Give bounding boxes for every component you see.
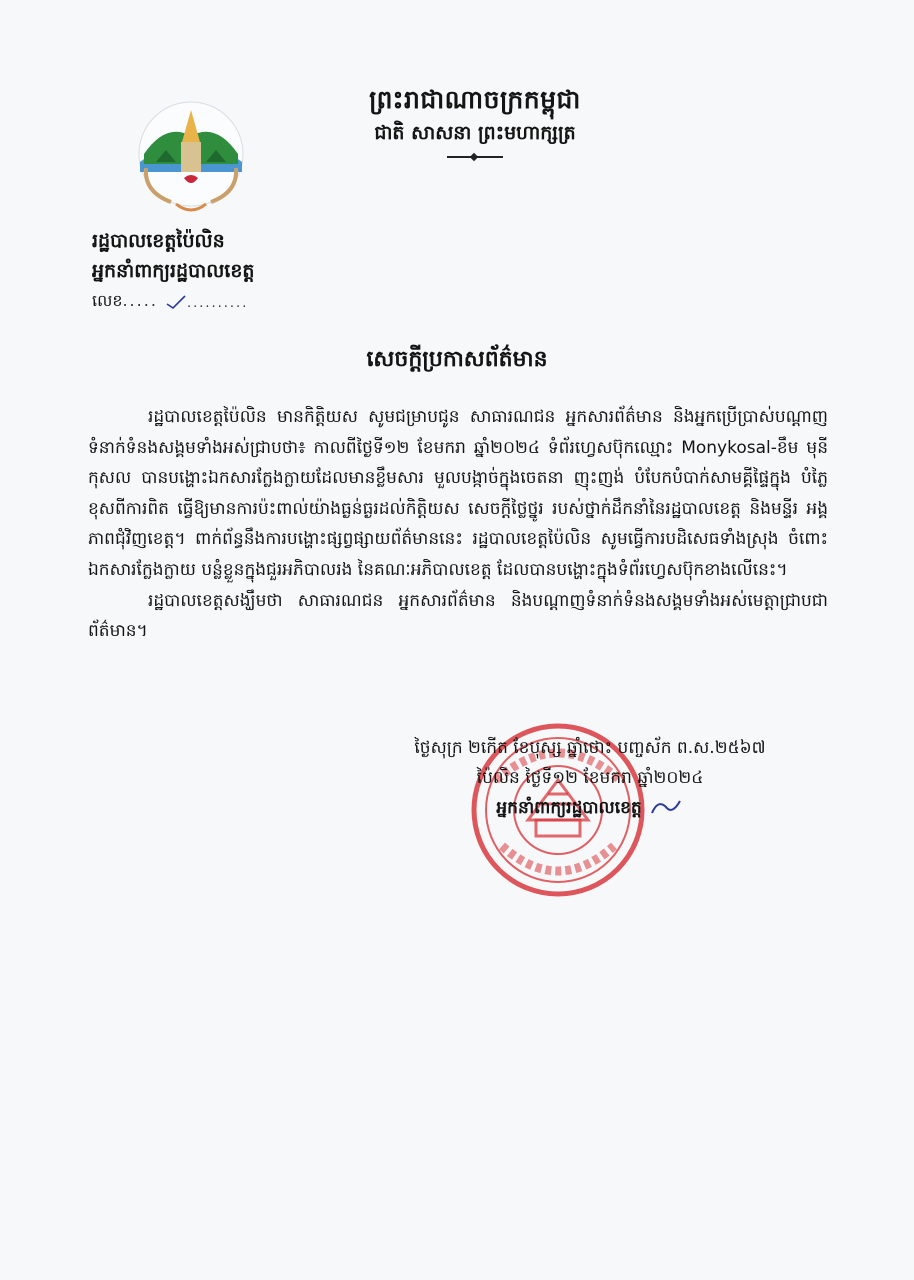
signature-block xyxy=(380,733,800,823)
body-paragraph-2: រដ្ឋបាលខេត្តសង្ឃឹមថា សាធារណជន អ្នកសារព័ត៌មាន និងបណ្តាញទំនាក់ទំនងសង្គមទាំងអស់មេត្តាជ្រាបជាព័ត៌មាន។ xyxy=(88,590,828,642)
province-logo xyxy=(126,92,256,222)
authority-name: រដ្ឋបាលខេត្តប៉ៃលិន xyxy=(92,230,225,252)
kingdom-heading xyxy=(330,84,620,158)
document-number-label: លេខ xyxy=(92,291,123,310)
national-motto: ជាតិ សាសនា ព្រះមហាក្សត្រ xyxy=(374,122,576,144)
solar-date: ប៉ៃលិន ថ្ងៃទី១២ ខែមករា ឆ្នាំ២០២៤ xyxy=(476,768,704,788)
announcement-body xyxy=(88,402,828,647)
handwritten-initial xyxy=(648,797,684,819)
issuing-authority xyxy=(92,226,254,314)
signatory-role-label: អ្នកនាំពាក្យរដ្ឋបាលខេត្ត xyxy=(496,798,642,818)
handwritten-check-mark xyxy=(163,294,249,311)
body-paragraph-1: រដ្ឋបាលខេត្តប៉ៃលិន មានកិត្តិយស សូមជម្រាបជូន សាធារណជន អ្នកសារព័ត៌មាន និងអ្នកប្រើប្រាស់បណ្តាញទំនាក់ទំនងសង្គមទាំងអស់ជ្រាបថា៖ កាលពីថ្ងៃទី១២ ខែមករា ឆ្នាំ២០២៤ ទំព័រហ្វេសប៊ុកឈ្មោះ Monykosal-ខឹម មុនីកុសល បានបង្ហោះឯកសារក្លែងក្លាយដែលមានខ្លឹមសារ មួលបង្កាច់ក្នុងចេតនា ញុះញង់ បំបែកបំបាក់សាមគ្គីផ្ទៃក្នុង បំភ្លៃខុសពីការពិត ធ្វើឱ្យមានការប៉ះពាល់យ៉ាងធ្ងន់ធ្ងរដល់កិត្តិយស សេចក្តីថ្លៃថ្នូរ របស់ថ្នាក់ដឹកនាំនៃរដ្ឋបាលខេត្ត និងមន្ទីរ អង្គភាពជុំវិញខេត្ត។ ពាក់ព័ន្ធនឹងការបង្ហោះផ្សព្វផ្សាយព័ត៌មាននេះ រដ្ឋបាលខេត្តប៉ៃលិន សូមធ្វើការបដិសេធទាំងស្រុង ចំពោះឯកសារក្លែងក្លាយ បន្លំខ្លួនក្នុងជួរអភិបាលរង នៃគណៈអភិបាលខេត្ត ដែលបានបង្ហោះក្នុងទំព័រហ្វេសប៊ុកខាងលើនេះ។ xyxy=(88,407,828,580)
kingdom-title: ព្រះរាជាណាចក្រកម្ពុជា xyxy=(369,85,581,114)
authority-office: អ្នកនាំពាក្យរដ្ឋបាលខេត្ត xyxy=(92,260,255,282)
document-title: សេចក្តីប្រកាសព័ត៌មាន xyxy=(366,347,548,372)
svg-text:..........: .......... xyxy=(187,295,249,311)
signatory-role xyxy=(380,793,800,823)
document-number xyxy=(92,290,254,314)
document-number-value: ..... xyxy=(122,291,158,310)
ornament-divider xyxy=(447,156,503,158)
lunar-date: ថ្ងៃសុក្រ ២កើត ខែបុស្ស ឆ្នាំថោះ បញ្ចស័ក ព.ស.២៥៦៧ xyxy=(414,738,766,758)
